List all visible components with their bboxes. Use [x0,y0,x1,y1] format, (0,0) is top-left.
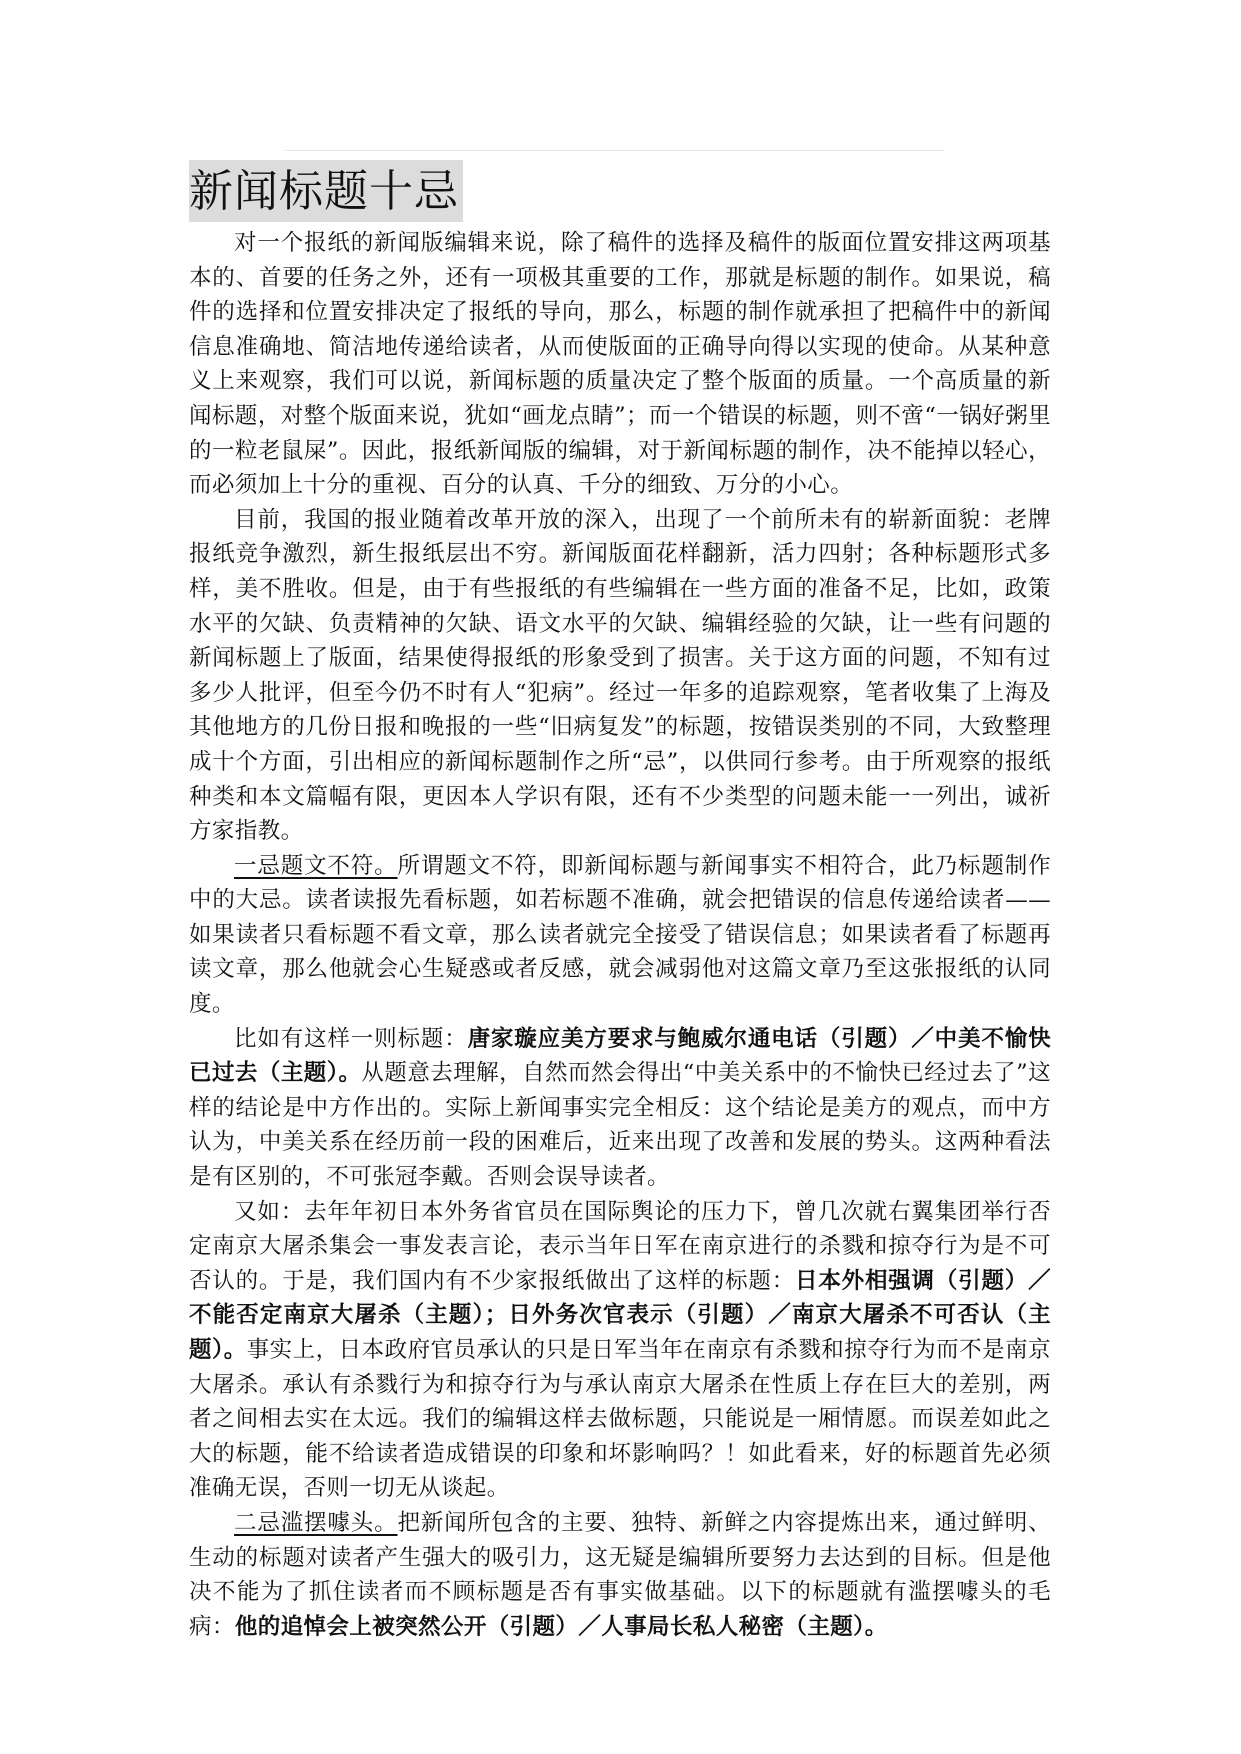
taboo-2-text: 把新闻所包含的主要、独特、新鲜之内容提炼出来，通过鲜明、生动的标题对读者产生强大的吸引力，这无疑是编辑所要努力去达到的目标。但是他决不能为了抓住读者而不顾标题是否有事实做基础。以下的标题就有滥摆噱头的毛病： [189,1509,1051,1640]
paragraph-background: 目前，我国的报业随着改革开放的深入，出现了一个前所未有的崭新面貌：老牌报纸竞争激烈，新生报纸层出不穷。新闻版面花样翻新，活力四射；各种标题形式多样，美不胜收。但是，由于有些报纸的有些编辑在一些方面的准备不足，比如，政策水平的欠缺、负责精神的欠缺、语文水平的欠缺、编辑经验的欠缺，让一些有问题的新闻标题上了版面，结果使得报纸的形象受到了损害。关于这方面的问题，不知有过多少人批评，但至今仍不时有人“犯病”。经过一年多的追踪观察，笔者收集了上海及其他地方的几份日报和晚报的一些“旧病复发”的标题，按错误类别的不同，大致整理成十个方面，引出相应的新闻标题制作之所“忌”，以供同行参考。由于所观察的报纸种类和本文篇幅有限，更因本人学识有限，还有不少类型的问题未能一一列出，诚祈方家指教。 [189,506,1051,845]
example-2-lead: 又如：去年年初日本外务省官员在国际舆论的压力下，曾几次就右翼集团举行否定南京大屠杀集会一事发表言论，表示当年日军在南京进行的杀戮和掠夺行为是不可否认的。于是，我们国内有不少家报纸做出了这样的标题： [189,1198,1051,1294]
paragraph-taboo-1 [189,849,1051,1022]
taboo-2-heading: 二忌滥摆噱头。 [234,1509,398,1536]
example-2-text: 事实上，日本政府官员承认的只是日军当年在南京有杀戮和掠夺行为而不是南京大屠杀。承认有杀戮行为和掠夺行为与承认南京大屠杀在性质上存在巨大的差别，两者之间相去实在太远。我们的编辑这样去做标题，只能说是一厢情愿。而误差如此之大的标题，能不给读者造成错误的印象和坏影响吗？！如此看来，好的标题首先必须准确无误，否则一切无从谈起。 [189,1337,1051,1502]
example-2-headline: 日本外相强调（引题）／不能否定南京大屠杀（主题）；日外务次官表示（引题）／南京大屠杀不可否认（主题）。 [189,1267,1051,1363]
taboo-1-text: 所谓题文不符，即新闻标题与新闻事实不相符合，此乃标题制作中的大忌。读者读报先看标题，如若标题不准确，就会把错误的信息传递给读者——如果读者只看标题不看文章，那么读者就完全接受了错误信息；如果读者看了标题再读文章，那么他就会心生疑惑或者反感，就会减弱他对这篇文章乃至这张报纸的认同度。 [189,852,1051,1018]
paragraph-example-1 [189,1022,1051,1195]
document-title: 新闻标题十忌 [189,160,463,222]
paragraph-example-2 [189,1195,1051,1506]
example-1-headline: 唐家璇应美方要求与鲍威尔通电话（引题）／中美不愉快已过去（主题）。 [189,1025,1051,1087]
paragraph-taboo-2 [189,1506,1051,1644]
taboo-1-heading: 一忌题文不符。 [234,852,398,879]
document-body [189,160,1051,1644]
taboo-2-headline: 他的追悼会上被突然公开（引题）／人事局长私人秘密（主题）。 [234,1613,888,1640]
paragraph-intro: 对一个报纸的新闻版编辑来说，除了稿件的选择及稿件的版面位置安排这两项基本的、首要的任务之外，还有一项极其重要的工作，那就是标题的制作。如果说，稿件的选择和位置安排决定了报纸的导向，那么，标题的制作就承担了把稿件中的新闻信息准确地、简洁地传递给读者，从而使版面的正确导向得以实现的使命。从某种意义上来观察，我们可以说，新闻标题的质量决定了整个版面的质量。一个高质量的新闻标题，对整个版面来说，犹如“画龙点睛”；而一个错误的标题，则不啻“一锅好粥里的一粒老鼠屎”。因此，报纸新闻版的编辑，对于新闻标题的制作，决不能掉以轻心，而必须加上十分的重视、百分的认真、千分的细致、万分的小心。 [189,230,1051,499]
header-rule [285,150,945,151]
example-1-lead: 比如有这样一则标题： [234,1025,468,1052]
example-1-text: 从题意去理解，自然而然会得出“中美关系中的不愉快已经过去了”这样的结论是中方作出的。实际上新闻事实完全相反：这个结论是美方的观点，而中方认为，中美关系在经历前一段的困难后，近来出现了改善和发展的势头。这两种看法是有区别的，不可张冠李戴。否则会误导读者。 [189,1060,1051,1191]
